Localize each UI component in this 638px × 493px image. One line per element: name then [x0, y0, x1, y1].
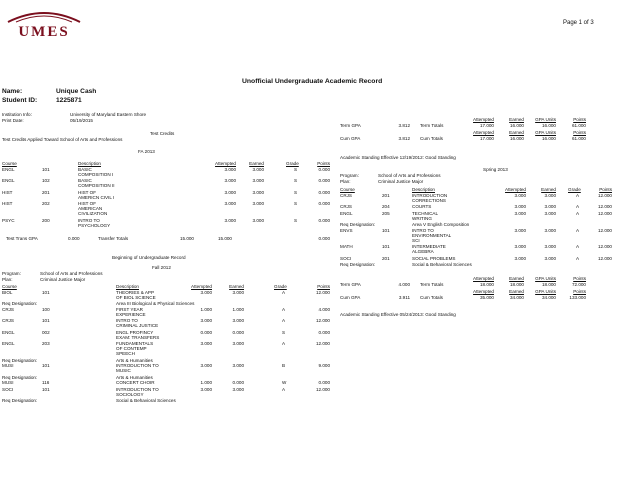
ug-record-heading: Beginning of Undergraduate Record [112, 255, 186, 260]
spring-row-number: 101 [382, 244, 390, 250]
spring-cum-header: Earned [509, 289, 524, 294]
spring-term-gpa-label: Term GPA [340, 282, 361, 287]
spring-row-subject: ENGL [340, 210, 353, 216]
ug-header-attempted: Attempted [191, 284, 212, 289]
spring-row-description: SCI [412, 237, 420, 243]
test-row-earned: 3.000 [252, 167, 264, 172]
ug-req-designation-value: Arts & Humanities [116, 357, 153, 363]
ug-row-grade: B [282, 363, 286, 369]
test-row-grade: S [294, 178, 298, 184]
test-row-points: 0.000 [318, 217, 330, 223]
spring-cum-header: Points [573, 289, 586, 294]
ug-row-subject: CRJS [2, 307, 14, 312]
ug-row-earned: 0.000 [232, 329, 244, 335]
ug-req-designation-value: Arts & Humanities [116, 374, 153, 380]
spring-req-designation-value: Area V English Composition [412, 222, 470, 228]
test-row-subject: HIST [2, 189, 13, 195]
ug-row-points: 12.000 [315, 318, 330, 324]
spring-row-earned: 3.000 [544, 204, 556, 210]
institution-value: University of Maryland Eastern Shore [70, 112, 147, 117]
ug-row-grade: S [282, 329, 286, 335]
ug-row-attempted: 1.000 [200, 307, 212, 312]
spring-row-grade: A [576, 244, 580, 250]
spring-term-gpa: 4.000 [398, 282, 410, 287]
spring-row-subject: ENVS [340, 227, 353, 233]
ug-plan-label: Plan: [2, 277, 13, 282]
test-row-number: 202 [42, 201, 50, 207]
spring-cum-gpa-label: Cum GPA [340, 295, 361, 300]
spring-row-points: 12.000 [597, 255, 612, 261]
test-row-description: COMPOSITION I [78, 172, 114, 177]
ug-row-earned: 3.000 [232, 290, 244, 295]
spring-row-earned: 3.000 [544, 193, 556, 198]
spring-term: Spring 2013 [483, 167, 508, 172]
spring-row-earned: 3.000 [544, 210, 556, 216]
standing-fall: Academic Standing Effective 12/19/2012: Good Standing [340, 155, 456, 160]
ug-row-description: SPEECH [116, 351, 135, 357]
spring-term-total: 18.000 [479, 282, 494, 287]
spring-row-grade: A [576, 255, 580, 261]
spring-header-points: Points [573, 276, 586, 281]
test-row-number: 101 [42, 167, 50, 172]
student-name: Unique Cash [56, 88, 97, 95]
ug-row-points: 12.000 [315, 341, 330, 347]
spring-req-designation-value: Social & Behavioral Sciences [412, 262, 472, 267]
ug-row-number: 116 [42, 380, 50, 386]
student-id-label: Student ID: [2, 97, 38, 104]
ug-row-grade: A [282, 307, 286, 312]
spring-row-subject: CRJS [340, 193, 352, 198]
test-header-course: Course [2, 161, 17, 166]
spring-row-subject: MATH [340, 244, 353, 250]
ug-row-subject: BIOL [2, 290, 13, 295]
standing-spring: Academic Standing Effective 05/24/2013: Good Standing [340, 312, 456, 317]
ug-row-subject: ENGL [2, 329, 15, 335]
spring-header-attempted: Attempted [473, 276, 494, 281]
fall-cum-gpa: 3.812 [398, 136, 410, 141]
spring-row-subject: SOCI [340, 255, 352, 261]
spring-row-attempted: 3.000 [514, 193, 526, 198]
test-row-number: 102 [42, 178, 50, 184]
ug-row-points: 4.000 [318, 307, 330, 312]
ug-row-points: 0.000 [318, 380, 330, 386]
spring-row-subject: CRJS [340, 204, 352, 210]
spring-row-points: 12.000 [597, 210, 612, 216]
ug-row-description: MUSIC [116, 368, 131, 374]
ug-req-designation-label: Req Designation: [2, 374, 38, 380]
ug-row-grade: A [282, 386, 286, 392]
spring-row-description: COURTS [412, 204, 432, 210]
ug-row-earned: 3.000 [232, 341, 244, 347]
ug-req-designation-label: Req Designation: [2, 301, 38, 307]
test-row-description: HIST OF [78, 201, 97, 207]
spring-term-total: 72.000 [571, 282, 586, 287]
ug-row-description: SOCIOLOGY [116, 391, 144, 397]
test-row-description: INTRO TO [78, 217, 100, 223]
spring-row-number: 101 [382, 227, 390, 233]
spring-cum-total: 34.000 [509, 295, 524, 300]
ug-row-attempted: 0.000 [200, 329, 212, 335]
spring-row-attempted: 3.000 [514, 227, 526, 233]
test-row-description: PSYCHOLOGY [78, 222, 111, 228]
spring-row-earned: 3.000 [544, 227, 556, 233]
fall-term-gpa-label: Term GPA [340, 123, 361, 128]
spring-req-designation-label: Req Designation: [340, 222, 376, 228]
test-header-points: Points [317, 161, 330, 166]
ug-row-description: OF CONTEMP [116, 346, 147, 352]
test-row-number: 200 [42, 217, 50, 223]
fall-term-gpa: 3.812 [398, 123, 410, 128]
test-row-attempted: 3.000 [224, 167, 236, 172]
spring-row-attempted: 3.000 [514, 210, 526, 216]
fall-cum-totals-label: Cum Totals [420, 136, 443, 141]
test-row-grade: S [294, 201, 298, 207]
ug-row-attempted: 3.000 [200, 386, 212, 392]
spring-plan-label: Plan: [340, 179, 351, 184]
spring-row-earned: 3.000 [544, 255, 556, 261]
spring-row-description: CORRECTIONS [412, 198, 446, 203]
name-label: Name: [2, 88, 23, 95]
spring-cum-header: Attempted [473, 289, 494, 294]
spring-header-earned: Earned [509, 276, 524, 281]
ug-row-attempted: 3.000 [200, 290, 212, 295]
ug-row-description: ENGL PROFINCY [116, 329, 154, 335]
ug-row-number: 101 [42, 386, 50, 392]
fall-header-earned: Earned [509, 117, 524, 122]
test-gpa-label: Test Trans GPA [6, 236, 38, 241]
record-title: Unofficial Undergraduate Academic Record [242, 78, 383, 85]
ug-row-number: 002 [42, 329, 50, 335]
spring-term-total: 18.000 [541, 282, 556, 287]
spring-row-description: INTRO TO [412, 227, 434, 233]
test-credits-term: FA 2013 [138, 149, 155, 154]
ug-row-earned: 1.000 [232, 307, 244, 312]
test-header-attempted: Attempted [215, 161, 236, 166]
fall-header-points: Points [573, 117, 586, 122]
fall-header-gpa-units: GPA Units [535, 117, 556, 122]
ug-row-attempted: 1.000 [200, 380, 212, 386]
spring-row-grade: A [576, 204, 580, 210]
ug-row-description: INTRODUCTION TO [116, 363, 159, 369]
spring-row-attempted: 3.000 [514, 204, 526, 210]
ug-req-designation-value: Social & Behavioral Sciences [116, 398, 176, 403]
spring-header-points: Points [599, 187, 612, 192]
test-header-earned: Earned [249, 161, 264, 166]
spring-header-earned: Earned [541, 187, 556, 192]
ug-req-designation-label: Req Designation: [2, 357, 38, 363]
test-row-description: COMPOSITION II [78, 183, 115, 189]
ug-row-attempted: 3.000 [200, 363, 212, 369]
ug-row-attempted: 3.000 [200, 318, 212, 324]
ug-row-description: THEORIES & APP [116, 290, 155, 295]
ug-row-number: 101 [42, 363, 50, 369]
spring-row-number: 201 [382, 193, 390, 198]
spring-row-number: 204 [382, 204, 390, 210]
ug-header-points: Points [317, 284, 330, 289]
fall-term-totals-label: Term Totals [420, 123, 444, 128]
fall-term-total: 16.000 [541, 123, 556, 128]
print-date: 05/19/2015 [70, 118, 93, 123]
ug-row-grade: A [282, 318, 286, 324]
test-row-subject: ENGL [2, 167, 15, 172]
spring-row-points: 12.000 [597, 193, 612, 198]
ug-row-number: 101 [42, 290, 50, 295]
ug-row-description: FIRST YEAR [116, 307, 143, 312]
test-row-attempted: 3.000 [224, 217, 236, 223]
test-row-earned: 3.000 [252, 189, 264, 195]
ug-row-grade: A [282, 290, 286, 295]
transfer-earned: 15.000 [217, 236, 232, 241]
spring-program-label: Program: [340, 173, 359, 178]
test-row-grade: S [294, 217, 298, 223]
ug-header-description: Description [116, 284, 139, 289]
test-row-subject: ENGL [2, 178, 15, 184]
ug-row-earned: 3.000 [232, 318, 244, 324]
spring-row-grade: A [576, 227, 580, 233]
fall-cum-total: 17.000 [479, 136, 494, 141]
spring-plan: Criminal Justice Major [378, 179, 424, 184]
ug-row-subject: ENGL [2, 341, 15, 347]
test-row-points: 0.000 [318, 167, 330, 172]
spring-cum-total: 35.000 [479, 295, 494, 300]
institution-label: Institution Info: [2, 112, 32, 117]
fall-cum-header: Earned [509, 130, 524, 135]
spring-row-description: TECHNICAL [412, 210, 439, 216]
spring-program: School of Arts and Professions [378, 173, 441, 178]
ug-row-description: INTRO TO [116, 318, 138, 324]
spring-row-description: INTERMEDIATE [412, 244, 446, 250]
spring-cum-header: GPA Units [535, 289, 556, 294]
fall-header-attempted: Attempted [473, 117, 494, 122]
spring-header-course: Course [340, 187, 355, 192]
spring-cum-totals-label: Cum Totals [420, 295, 443, 300]
test-gpa: 0.000 [68, 236, 80, 241]
spring-row-points: 12.000 [597, 244, 612, 250]
test-row-attempted: 3.000 [224, 178, 236, 184]
ug-program: School of Arts and Professions [40, 271, 103, 276]
spring-header-gpa-units: GPA Units [535, 276, 556, 281]
ug-row-subject: MUSI [2, 363, 14, 369]
ug-row-description: CONCERT CHOIR [116, 380, 155, 386]
spring-row-attempted: 3.000 [514, 244, 526, 250]
ug-req-designation-value: Area III Biological & Physical Sciences [116, 301, 195, 307]
transfer-points: 0.000 [318, 236, 330, 241]
student-id: 1225871 [56, 97, 82, 104]
fall-term-total: 61.000 [571, 123, 586, 128]
test-row-points: 0.000 [318, 189, 330, 195]
ug-req-designation-label: Req Designation: [2, 398, 38, 403]
spring-cum-gpa: 3.911 [398, 295, 410, 300]
spring-row-grade: A [576, 193, 580, 198]
test-row-attempted: 3.000 [224, 201, 236, 207]
ug-row-points: 12.000 [315, 290, 330, 295]
spring-req-designation-label: Req Designation: [340, 262, 376, 267]
ug-row-description: INTRODUCTION TO [116, 386, 159, 392]
spring-cum-total: 34.000 [541, 295, 556, 300]
spring-row-earned: 3.000 [544, 244, 556, 250]
ug-header-grade: Grade [274, 284, 287, 289]
spring-row-description: WRITING [412, 215, 432, 221]
ug-row-grade: A [282, 341, 286, 347]
logo-text: UMES [18, 24, 70, 40]
ug-header-course: Course [2, 284, 17, 289]
test-row-points: 0.000 [318, 201, 330, 207]
test-row-description: BASIC [78, 167, 92, 172]
spring-header-description: Description [412, 187, 435, 192]
test-row-earned: 3.000 [252, 201, 264, 207]
page-number: Page 1 of 3 [563, 20, 594, 26]
test-row-earned: 3.000 [252, 217, 264, 223]
spring-row-description: INTRODUCTION [412, 193, 448, 198]
ug-row-earned: 3.000 [232, 363, 244, 369]
spring-term-totals-label: Term Totals [420, 282, 444, 287]
spring-row-number: 201 [382, 255, 390, 261]
spring-header-grade: Grade [568, 187, 581, 192]
spring-cum-total: 133.000 [569, 295, 586, 300]
spring-row-grade: A [576, 210, 580, 216]
ug-row-description: OF BIOL SCIENCE [116, 295, 156, 300]
test-row-earned: 3.000 [252, 178, 264, 184]
test-row-points: 0.000 [318, 178, 330, 184]
spring-row-attempted: 3.000 [514, 255, 526, 261]
test-credits-applied: Test Credits Applied Toward School of Arts and Professions [2, 137, 123, 142]
transfer-attempted: 15.000 [179, 236, 194, 241]
fall-cum-total: 61.000 [571, 136, 586, 141]
test-row-description: AMERICN CIVIL I [78, 194, 115, 200]
fall-cum-header: Points [573, 130, 586, 135]
ug-row-description: EXPERIENCE [116, 312, 146, 317]
ug-row-number: 203 [42, 341, 50, 347]
test-row-subject: PSYC [2, 217, 15, 223]
ug-plan: Criminal Justice Major [40, 277, 86, 282]
test-row-description: CIVILIZATION [78, 211, 108, 217]
logo-emblem-icon [6, 8, 82, 24]
spring-row-number: 205 [382, 210, 390, 216]
ug-row-description: CRIMINAL JUSTICE [116, 323, 159, 329]
fall-cum-total: 16.000 [509, 136, 524, 141]
ug-row-points: 12.000 [315, 386, 330, 392]
ug-row-grade: W [282, 380, 287, 386]
ug-row-attempted: 3.000 [200, 341, 212, 347]
ug-row-earned: 3.000 [232, 386, 244, 392]
spring-row-description: SOCIAL PROBLEMS [412, 255, 456, 261]
ug-row-points: 9.000 [318, 363, 330, 369]
test-row-subject: HIST [2, 201, 13, 207]
test-header-description: Description [78, 161, 101, 166]
spring-row-points: 12.000 [597, 204, 612, 210]
fall-cum-gpa-label: Cum GPA [340, 136, 361, 141]
ug-row-description: EXAM: TRANSFERS [116, 334, 160, 340]
ug-program-label: Program: [2, 271, 21, 276]
test-row-number: 201 [42, 189, 50, 195]
spring-row-description: ENVIRONMENTAL [412, 232, 452, 238]
fall-cum-header: Attempted [473, 130, 494, 135]
ug-row-points: 0.000 [318, 329, 330, 335]
test-row-description: HIST OF [78, 189, 97, 195]
test-row-attempted: 3.000 [224, 189, 236, 195]
transfer-totals-label: Transfer Totals [98, 236, 129, 241]
ug-header-earned: Earned [229, 284, 244, 289]
ug-row-subject: CRJS [2, 318, 14, 324]
spring-term-total: 18.000 [509, 282, 524, 287]
test-row-description: BASIC [78, 178, 92, 184]
test-row-description: AMERICAN [78, 206, 103, 212]
ug-row-subject: MUSI [2, 380, 14, 386]
fall-term-total: 17.000 [479, 123, 494, 128]
test-row-grade: S [294, 189, 298, 195]
ug-term: Fall 2012 [152, 265, 171, 270]
test-credits-heading: Test Credits [150, 131, 175, 136]
ug-row-number: 101 [42, 318, 50, 324]
ug-row-subject: SOCI [2, 386, 14, 392]
ug-row-earned: 0.000 [232, 380, 244, 386]
spring-row-description: ALGEBRA [412, 249, 434, 255]
fall-term-total: 16.000 [509, 123, 524, 128]
print-date-label: Print Date: [2, 118, 24, 123]
spring-row-points: 12.000 [597, 227, 612, 233]
test-row-grade: S [294, 167, 298, 172]
fall-cum-header: GPA Units [535, 130, 556, 135]
ug-row-number: 100 [42, 307, 50, 312]
spring-header-attempted: Attempted [505, 187, 526, 192]
fall-cum-total: 16.000 [541, 136, 556, 141]
ug-row-description: FUNDAMENTALS [116, 341, 154, 347]
test-header-grade: Grade [286, 161, 299, 166]
